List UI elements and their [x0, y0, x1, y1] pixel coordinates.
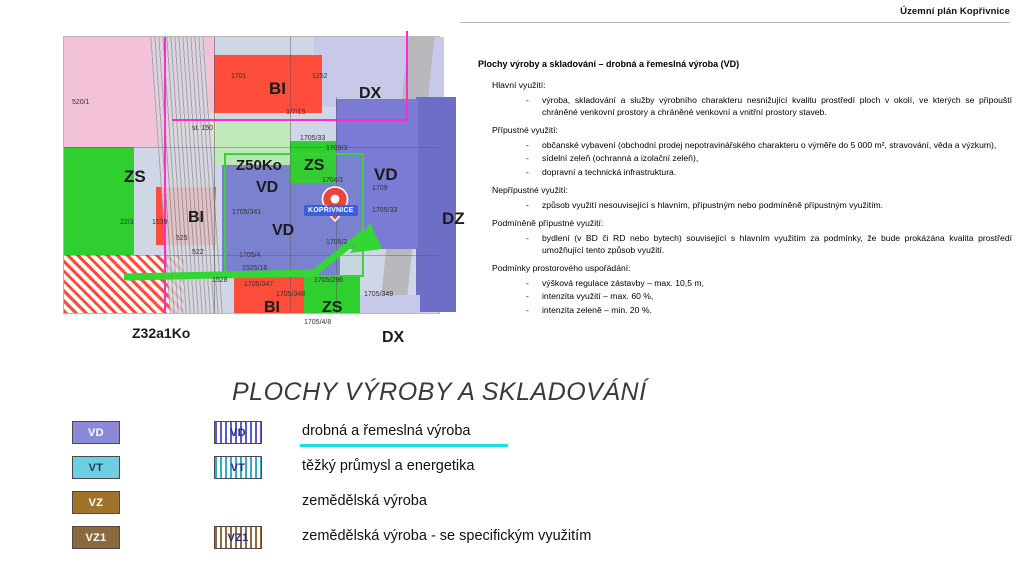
- zoning-section-item: - výroba, skladování a služby výrobního charakteru nesnižující kvalitu prostředí ploch v okolí, ve kterých se připouští chráněné venkovní prostory a chráněné venkovní a vnitřní prostory staveb.: [526, 94, 1012, 119]
- map-label: st. 150: [192, 125, 214, 132]
- map-label: 22/3: [120, 219, 134, 226]
- map-label: DX: [382, 329, 405, 346]
- map-label: 1701: [231, 73, 247, 80]
- map-label: BI: [264, 299, 280, 316]
- map-pin-label: KOPŘIVNICE: [304, 205, 358, 216]
- map-label: VD: [374, 165, 398, 184]
- legend-label-vd: drobná a řemeslná výroba: [302, 423, 471, 439]
- map-label: 1705/349: [364, 291, 394, 298]
- legend-row[interactable]: [72, 453, 772, 488]
- legend-swatch-pattern-vt: VT: [214, 456, 262, 479]
- map-label: ZS: [124, 167, 146, 186]
- map-label-layer: [64, 37, 465, 346]
- legend-title: PLOCHY VÝROBY A SKLADOVÁNÍ: [232, 378, 647, 406]
- zoning-section-items: [470, 139, 1012, 178]
- zoning-section-item: - bydlení (v BD či RD nebo bytech) související s hlavním využitím za podmínky, že bude prokázána kvalita prostředí umožňující tento způsob využití.: [526, 232, 1012, 257]
- legend-swatch-vz: VZ: [72, 491, 120, 514]
- zoning-section-heading: Podmínky prostorového uspořádání:: [492, 263, 631, 274]
- zoning-section-items: [470, 199, 1012, 211]
- map-label: Z50Ko: [236, 157, 282, 174]
- legend-swatch-vd: VD: [72, 421, 120, 444]
- zoning-section-item: - dopravní a technická infrastruktura.: [526, 166, 1012, 178]
- map-label: 1528: [212, 277, 228, 284]
- legend-swatch-pattern-vz: [214, 491, 260, 512]
- zoning-section-item: - sídelní zeleň (ochranná a izolační zeleň),: [526, 152, 1012, 164]
- map-label: 525: [176, 235, 188, 242]
- map-label: DX: [359, 85, 382, 102]
- legend-highlight-underline: [300, 444, 508, 447]
- zoning-section-item: - způsob využití nesouvisející s hlavním, přípustným nebo podmíněně přípustným využitím.: [526, 199, 1012, 211]
- map-label: 1704/1: [322, 177, 344, 184]
- map-label: VD: [256, 179, 279, 196]
- map-label: 1705/33: [372, 207, 398, 214]
- map-label: 1705/348: [276, 291, 306, 298]
- map-label: BI: [188, 209, 204, 226]
- zoning-section-heading: Hlavní využití:: [492, 80, 546, 91]
- zoning-description: [470, 58, 1012, 322]
- page-header-note: Územní plán Kopřivnice: [900, 6, 1010, 17]
- legend-row[interactable]: [72, 418, 772, 453]
- legend-swatch-vz1: VZ1: [72, 526, 120, 549]
- zoning-section-item: - občanské vybavení (obchodní prodej nepotravinářského charakteru o výměře do 5 000 m², stravování, věda a výzkum),: [526, 139, 1012, 151]
- zoning-section-items: [470, 232, 1012, 257]
- zoning-description-title: Plochy výroby a skladování – drobná a řemeslná výroba (VD): [478, 59, 740, 69]
- header-divider: [460, 22, 1010, 23]
- legend-row[interactable]: [72, 523, 772, 558]
- zoning-section-heading: Podmíněně přípustné využití:: [492, 218, 604, 229]
- map-label: 1705/33: [300, 135, 326, 142]
- legend-label-vz: zemědělská výroba: [302, 493, 427, 509]
- zoning-section-heading: Přípustné využití:: [492, 125, 558, 136]
- zoning-section-item: - intenzita zeleně – min. 20 %.: [526, 304, 1012, 316]
- map-label: ZS: [322, 299, 343, 316]
- legend-label-vz1: zemědělská výroba - se specifickým využitím: [302, 528, 592, 544]
- map-label: VD: [272, 222, 295, 239]
- map-label: ZS: [304, 157, 325, 174]
- zoning-section-item: - intenzita využití – max. 60 %,: [526, 290, 1012, 302]
- map-label: 1705/4/8: [304, 319, 332, 326]
- map-label: 1705/347: [244, 281, 274, 288]
- legend-swatch-pattern-vz1: VZ1: [214, 526, 262, 549]
- map-label: 1709: [372, 185, 388, 192]
- legend-swatch-pattern-vd: VD: [214, 421, 262, 444]
- zoning-description-sections: [470, 79, 1012, 316]
- map-label: Z32a1Ko: [132, 325, 191, 341]
- legend-label-vt: těžký průmysl a energetika: [302, 458, 475, 474]
- legend-swatch-vt: VT: [72, 456, 120, 479]
- map-label: 1709/3: [326, 145, 348, 152]
- zoning-section-heading: Nepřípustné využití:: [492, 185, 568, 196]
- map-label: 1/7/15: [286, 109, 306, 116]
- map-label: 1525/16: [242, 265, 268, 272]
- zoning-map[interactable]: [63, 36, 465, 346]
- map-label: 1705/296: [314, 277, 344, 284]
- map-label: 1705/4: [239, 252, 261, 259]
- map-label: DZ: [442, 209, 465, 228]
- zoning-section-items: [470, 94, 1012, 119]
- map-label: 522: [192, 249, 204, 256]
- legend-row[interactable]: [72, 488, 772, 523]
- map-label: BI: [269, 79, 286, 98]
- map-label: 520/1: [72, 99, 90, 106]
- map-label: 1539: [152, 219, 168, 226]
- map-label: 1252: [312, 73, 328, 80]
- map-label: 1705/2: [326, 239, 348, 246]
- legend-list: [72, 418, 772, 558]
- zoning-section-items: [470, 277, 1012, 316]
- zoning-section-item: - výšková regulace zástavby – max. 10,5 m,: [526, 277, 1012, 289]
- map-label: 1705/341: [232, 209, 262, 216]
